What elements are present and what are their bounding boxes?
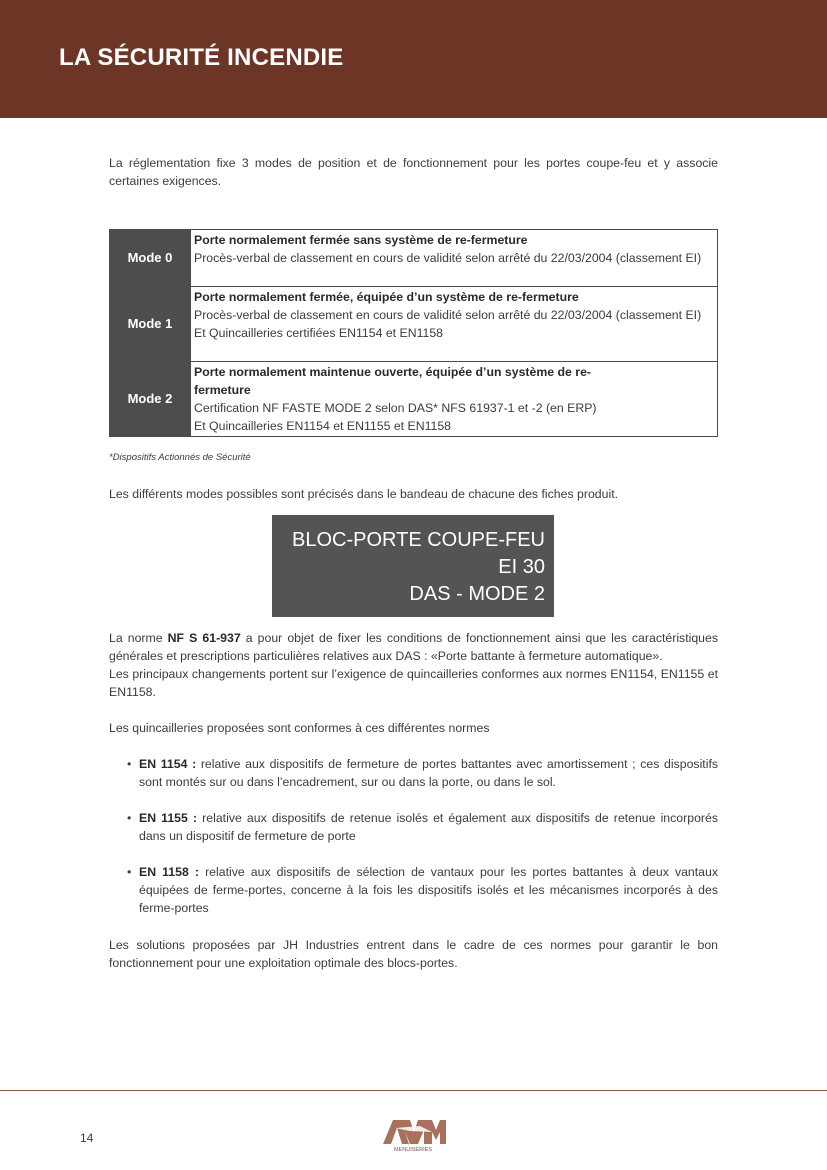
intro-paragraph: La réglementation fixe 3 modes de position et de fonctionnement pour les portes coupe-feu et y associe certaines exigences.	[109, 156, 718, 188]
modes-table	[109, 229, 718, 437]
changes-paragraph: Les principaux changements portent sur l’exigence de quincailleries conformes aux normes EN1154, EN1155 et EN1158.	[109, 667, 718, 699]
mode-description	[191, 287, 718, 362]
mode-detail: Procès-verbal de classement en cours de validité selon arrêté du 22/03/2004 (classement EI)	[194, 251, 702, 265]
bullet-code: EN 1158 :	[139, 865, 199, 879]
norme-text: a pour objet de fixer les conditions de fonctionnement ainsi que les caractéristiques générales et prescriptions particulières relatives aux DAS : «Porte battante à fermeture automatique».	[109, 631, 719, 663]
mode-detail: Procès-verbal de classement en cours de validité selon arrêté du 22/03/2004 (classement EI)	[194, 308, 702, 322]
mode-title: Porte normalement fermée sans système de re-fermeture	[194, 233, 528, 247]
banner-line: EI 30	[498, 556, 545, 578]
mode-title: Porte normalement fermée, équipée d’un système de re-fermeture	[194, 290, 579, 304]
bullet-item	[127, 755, 718, 791]
logo-text: MENUISERIES	[394, 1147, 432, 1152]
mode-row	[110, 362, 718, 437]
page-title: LA SÉCURITÉ INCENDIE	[59, 44, 344, 71]
mode-detail: Et Quincailleries EN1154 et EN1155 et EN1158	[194, 419, 452, 433]
page-header	[0, 0, 827, 118]
quincailleries-intro: Les quincailleries proposées sont conformes à ces différentes normes	[109, 721, 490, 735]
mode-row	[110, 230, 718, 287]
bullet-code: EN 1155 :	[139, 811, 198, 825]
mode-label: Mode 2	[110, 362, 191, 437]
bullet-code: EN 1154 :	[139, 757, 197, 771]
modes-note: Les différents modes possibles sont précisés dans le bandeau de chacune des fiches produit.	[109, 487, 619, 501]
bullet-text: relative aux dispositifs de sélection de vantaux pour les portes battantes à deux vantaux équipées de ferme-portes, concerne à la fois les dispositifs isolés et les mécanismes incorporés à des ferme-portes	[139, 865, 719, 915]
bullet-item	[127, 809, 718, 845]
norme-paragraph	[109, 629, 718, 665]
mode-detail: Certification NF FASTE MODE 2 selon DAS* NFS 61937-1 et -2 (en ERP)	[194, 401, 597, 415]
footer-divider	[0, 1090, 827, 1091]
mode-label: Mode 1	[110, 287, 191, 362]
bullet-text: relative aux dispositifs de fermeture de portes battantes avec amortissement ; ces dispositifs sont montés sur ou dans l’encadrement, sur ou dans la porte, ou dans le sol.	[139, 757, 719, 789]
mode-row	[110, 287, 718, 362]
mode-label: Mode 0	[110, 230, 191, 287]
logo-letter-m	[424, 1120, 446, 1144]
bullet-icon: •	[127, 865, 132, 879]
page-number: 14	[80, 1131, 94, 1145]
product-banner	[272, 515, 554, 617]
norme-code: NF S 61-937	[167, 631, 241, 645]
conclusion-paragraph: Les solutions proposées par JH Industries entrent dans le cadre de ces normes pour garantir le bon fonctionnement pour une exploitation optimale des blocs-portes.	[109, 938, 718, 970]
banner-line: DAS - MODE 2	[409, 583, 545, 605]
company-logo-icon	[380, 1114, 446, 1152]
bullet-item	[127, 863, 718, 917]
banner-line: BLOC-PORTE COUPE-FEU	[292, 529, 545, 551]
bullet-icon: •	[127, 811, 132, 825]
mode-description	[191, 362, 718, 437]
bullet-icon: •	[127, 757, 132, 771]
bullet-text: relative aux dispositifs de retenue isolés et également aux dispositifs de retenue incorporés dans un dispositif de fermeture de porte	[139, 811, 718, 843]
mode-detail: Et Quincailleries certifiées EN1154 et EN1158	[194, 326, 444, 340]
norme-prefix: La norme	[109, 631, 168, 645]
mode-title: Porte normalement maintenue ouverte, équipée d’un système de re-fermeture	[194, 365, 592, 397]
footnote: *Dispositifs Actionnés de Sécurité	[109, 452, 251, 463]
mode-description	[191, 230, 718, 287]
